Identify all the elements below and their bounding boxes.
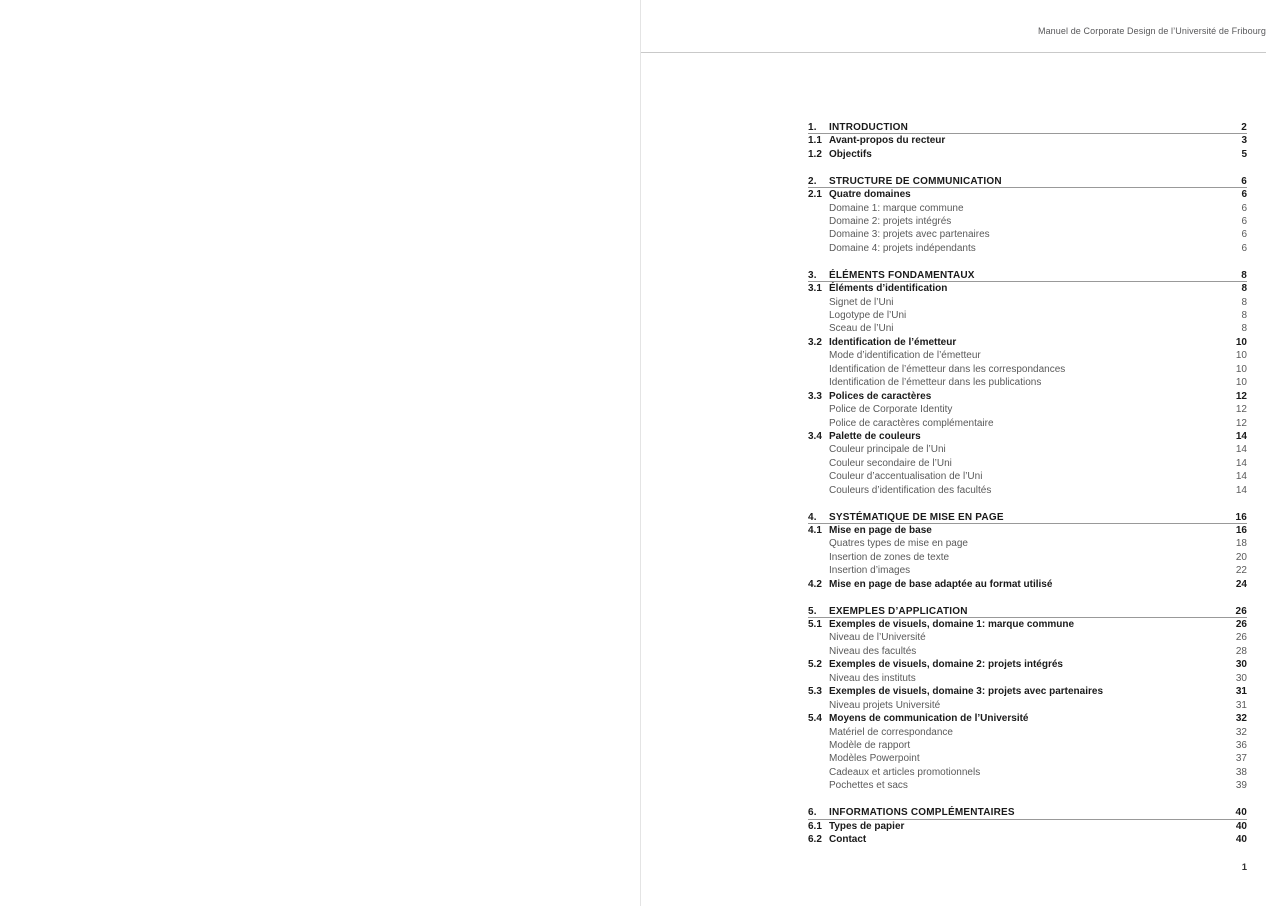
toc-entry-label: Domaine 4: projets indépendants [829,242,976,254]
toc-entry-label: Insertion d’images [829,565,911,577]
toc-entry-page: 31 [1235,686,1247,698]
page-number: 1 [1241,862,1247,873]
toc-entry[interactable] [808,188,1247,201]
toc-entry-number: 3. [808,269,817,281]
toc-entry-page: 37 [1235,753,1247,765]
toc-entry-page: 40 [1235,820,1247,832]
toc-entry[interactable] [808,443,1247,456]
toc-entry-page: 10 [1235,350,1247,362]
toc-entry-page: 30 [1235,659,1247,671]
toc-entry-number: 4.2 [808,578,822,590]
toc-section [808,511,1247,592]
running-header [660,26,1266,36]
toc-entry-label: Cadeaux et articles promotionnels [829,766,981,778]
toc-entry-page: 22 [1235,565,1247,577]
toc-entry-page: 26 [1235,632,1247,644]
toc-entry-label: Identification de l’émetteur dans les correspondances [829,363,1066,375]
toc-entry-number: 3.3 [808,390,822,402]
toc-entry-number: 2.1 [808,189,822,201]
toc-entry[interactable] [808,336,1247,349]
toc-entry-label: Domaine 2: projets intégrés [829,216,952,228]
toc-entry-page: 8 [1241,296,1247,308]
toc-entry-page: 12 [1235,404,1247,416]
toc-entry-label: Identification de l’émetteur [829,336,957,348]
toc-entry-label: Types de papier [829,820,905,832]
toc-entry[interactable] [808,228,1247,241]
toc-entry-label: Exemples de visuels, domaine 1: marque commune [829,619,1075,630]
toc-entry-label: ÉLÉMENTS FONDAMENTAUX [829,269,975,281]
page-divider [640,0,641,906]
toc-entry-page: 40 [1235,833,1247,845]
toc-entry-page: 6 [1241,242,1247,254]
toc-entry[interactable] [808,699,1247,712]
toc-entry-label: Police de Corporate Identity [829,404,953,416]
table-of-contents [808,121,1247,846]
toc-entry-label: Mode d’identification de l’émetteur [829,350,981,362]
toc-entry[interactable] [808,605,1247,618]
toc-entry-page: 14 [1235,430,1247,442]
toc-entry-page: 8 [1241,310,1247,322]
toc-entry-label: Moyens de communication de l’Université [829,713,1029,725]
toc-section [808,605,1247,793]
toc-entry[interactable] [808,752,1247,765]
toc-entry[interactable] [808,766,1247,779]
toc-entry-label: STRUCTURE DE COMMUNICATION [829,175,1002,187]
toc-entry[interactable] [808,578,1247,591]
toc-entry-label: Exemples de visuels, domaine 3: projets avec partenaires [829,686,1104,698]
toc-section [808,121,1247,161]
toc-entry[interactable] [808,430,1247,443]
toc-entry-page: 12 [1235,417,1247,429]
toc-entry[interactable] [808,417,1247,430]
toc-entry[interactable] [808,202,1247,215]
toc-entry-page: 32 [1235,726,1247,738]
toc-entry-number: 2. [808,175,817,187]
toc-entry-number: 4.1 [808,524,822,536]
toc-entry-page: 26 [1235,605,1247,617]
toc-entry-page: 10 [1235,377,1247,389]
toc-entry[interactable] [808,618,1247,631]
toc-entry-label: Objectifs [829,148,872,160]
toc-entry[interactable] [808,322,1247,335]
toc-entry-page: 6 [1241,202,1247,214]
toc-entry-label: Niveau des instituts [829,672,916,684]
toc-section [808,269,1247,497]
toc-entry-page: 14 [1235,444,1247,456]
toc-entry-page: 2 [1241,122,1247,133]
toc-entry[interactable] [808,658,1247,671]
toc-entry-label: Éléments d’identification [829,283,948,295]
toc-entry-number: 1.1 [808,135,822,147]
toc-entry-label: INTRODUCTION [829,122,909,133]
toc-entry-page: 32 [1235,713,1247,725]
toc-entry-label: Couleur principale de l’Uni [829,444,946,456]
toc-entry-page: 8 [1241,323,1247,335]
header-rule [641,52,1266,53]
toc-entry[interactable] [808,470,1247,483]
toc-entry-label: Modèle de rapport [829,739,911,751]
toc-entry-number: 1.2 [808,148,822,160]
toc-entry[interactable] [808,537,1247,550]
toc-entry-label: Logotype de l’Uni [829,310,907,322]
toc-entry[interactable] [808,121,1247,134]
toc-entry-label: Insertion de zones de texte [829,551,950,563]
toc-entry-page: 5 [1241,148,1247,160]
toc-entry-page: 20 [1235,551,1247,563]
toc-entry[interactable] [808,403,1247,416]
toc-entry[interactable] [808,820,1247,833]
toc-entry-label: Signet de l’Uni [829,296,894,308]
toc-entry[interactable] [808,134,1247,147]
toc-entry-page: 10 [1235,363,1247,375]
toc-entry-number: 4. [808,511,817,523]
toc-entry-page: 6 [1241,216,1247,228]
toc-entry-label: Modèles Powerpoint [829,753,920,765]
toc-entry-page: 18 [1235,538,1247,550]
toc-entry[interactable] [808,524,1247,537]
toc-entry-label: Niveau projets Université [829,699,941,711]
toc-entry[interactable] [808,726,1247,739]
toc-entry-page: 6 [1241,229,1247,241]
toc-entry-label: Domaine 3: projets avec partenaires [829,229,990,241]
toc-entry[interactable] [808,175,1247,188]
toc-entry-label: Polices de caractères [829,390,932,402]
toc-entry[interactable] [808,833,1247,846]
toc-entry-number: 3.1 [808,283,822,295]
toc-entry-label: Palette de couleurs [829,430,921,442]
toc-entry-number: 6. [808,807,817,819]
toc-entry[interactable] [808,457,1247,470]
toc-entry[interactable] [808,363,1247,376]
toc-entry-label: SYSTÉMATIQUE DE MISE EN PAGE [829,511,1004,523]
toc-entry-page: 26 [1235,619,1247,630]
toc-entry[interactable] [808,215,1247,228]
toc-entry[interactable] [808,806,1247,819]
toc-entry[interactable] [808,269,1247,282]
toc-entry-page: 14 [1235,471,1247,483]
toc-entry-number: 3.2 [808,336,822,348]
toc-entry[interactable] [808,511,1247,524]
toc-entry-label: Identification de l’émetteur dans les publications [829,377,1042,389]
toc-entry-label: Niveau des facultés [829,645,917,657]
toc-entry-page: 39 [1235,780,1247,792]
toc-section [808,175,1247,256]
toc-entry-page: 38 [1235,766,1247,778]
toc-entry-label: Mise en page de base [829,524,932,536]
toc-entry[interactable] [808,309,1247,322]
toc-entry-page: 14 [1235,484,1247,496]
toc-entry-number: 5.4 [808,713,822,725]
toc-entry-label: Couleurs d’identification des facultés [829,484,992,496]
toc-entry-page: 16 [1235,524,1247,536]
toc-entry-page: 8 [1241,283,1247,295]
toc-entry[interactable] [808,376,1247,389]
toc-entry[interactable] [808,551,1247,564]
toc-entry[interactable] [808,564,1247,577]
toc-entry-page: 6 [1241,189,1247,201]
document-title: Manuel de Corporate Design de l’Université de Fribourg [1037,26,1266,36]
toc-entry-number: 5. [808,605,817,617]
toc-entry-page: 31 [1235,699,1247,711]
toc-entry-page: 3 [1241,135,1247,147]
toc-entry-label: Mise en page de base adaptée au format utilisé [829,578,1053,590]
toc-entry[interactable] [808,645,1247,658]
toc-entry-label: Exemples de visuels, domaine 2: projets intégrés [829,659,1063,671]
toc-entry-label: Sceau de l’Uni [829,323,894,335]
toc-entry-page: 40 [1235,807,1247,819]
toc-entry[interactable] [808,631,1247,644]
toc-entry[interactable] [808,148,1247,161]
toc-entry-page: 16 [1235,511,1247,523]
toc-entry-label: Contact [829,833,867,845]
toc-entry-label: Quatre domaines [829,189,911,201]
toc-entry[interactable] [808,282,1247,295]
toc-entry[interactable] [808,349,1247,362]
toc-entry-label: Matériel de correspondance [829,726,953,738]
toc-entry[interactable] [808,779,1247,792]
toc-entry[interactable] [808,739,1247,752]
toc-entry-page: 36 [1235,739,1247,751]
toc-entry[interactable] [808,712,1247,725]
toc-entry-number: 5.1 [808,619,822,630]
toc-entry-number: 5.2 [808,659,822,671]
toc-entry[interactable] [808,685,1247,698]
toc-entry-page: 8 [1241,269,1247,281]
toc-entry[interactable] [808,296,1247,309]
toc-entry-label: Pochettes et sacs [829,780,908,792]
toc-entry-number: 1. [808,122,817,133]
toc-entry-page: 14 [1235,457,1247,469]
toc-entry-label: Quatres types de mise en page [829,538,968,550]
toc-entry[interactable] [808,390,1247,403]
toc-entry-page: 10 [1235,336,1247,348]
toc-entry-number: 5.3 [808,686,822,698]
toc-entry-page: 24 [1235,578,1247,590]
toc-entry[interactable] [808,242,1247,255]
toc-entry-label: Niveau de l’Université [829,632,926,644]
toc-section [808,806,1247,846]
toc-entry-page: 28 [1235,645,1247,657]
toc-entry-label: Couleur d’accentualisation de l’Uni [829,471,983,483]
toc-entry-number: 3.4 [808,430,822,442]
toc-entry-page: 30 [1235,672,1247,684]
toc-entry-label: Domaine 1: marque commune [829,202,964,214]
toc-entry-label: INFORMATIONS COMPLÉMENTAIRES [829,807,1015,819]
toc-entry-label: EXEMPLES D’APPLICATION [829,605,968,617]
toc-entry[interactable] [808,672,1247,685]
toc-entry-label: Couleur secondaire de l’Uni [829,457,952,469]
toc-entry-label: Police de caractères complémentaire [829,417,994,429]
toc-entry-page: 12 [1235,390,1247,402]
toc-entry-page: 6 [1241,175,1247,187]
toc-entry-number: 6.1 [808,820,822,832]
toc-entry[interactable] [808,484,1247,497]
toc-entry-number: 6.2 [808,833,822,845]
toc-entry-label: Avant-propos du recteur [829,135,946,147]
